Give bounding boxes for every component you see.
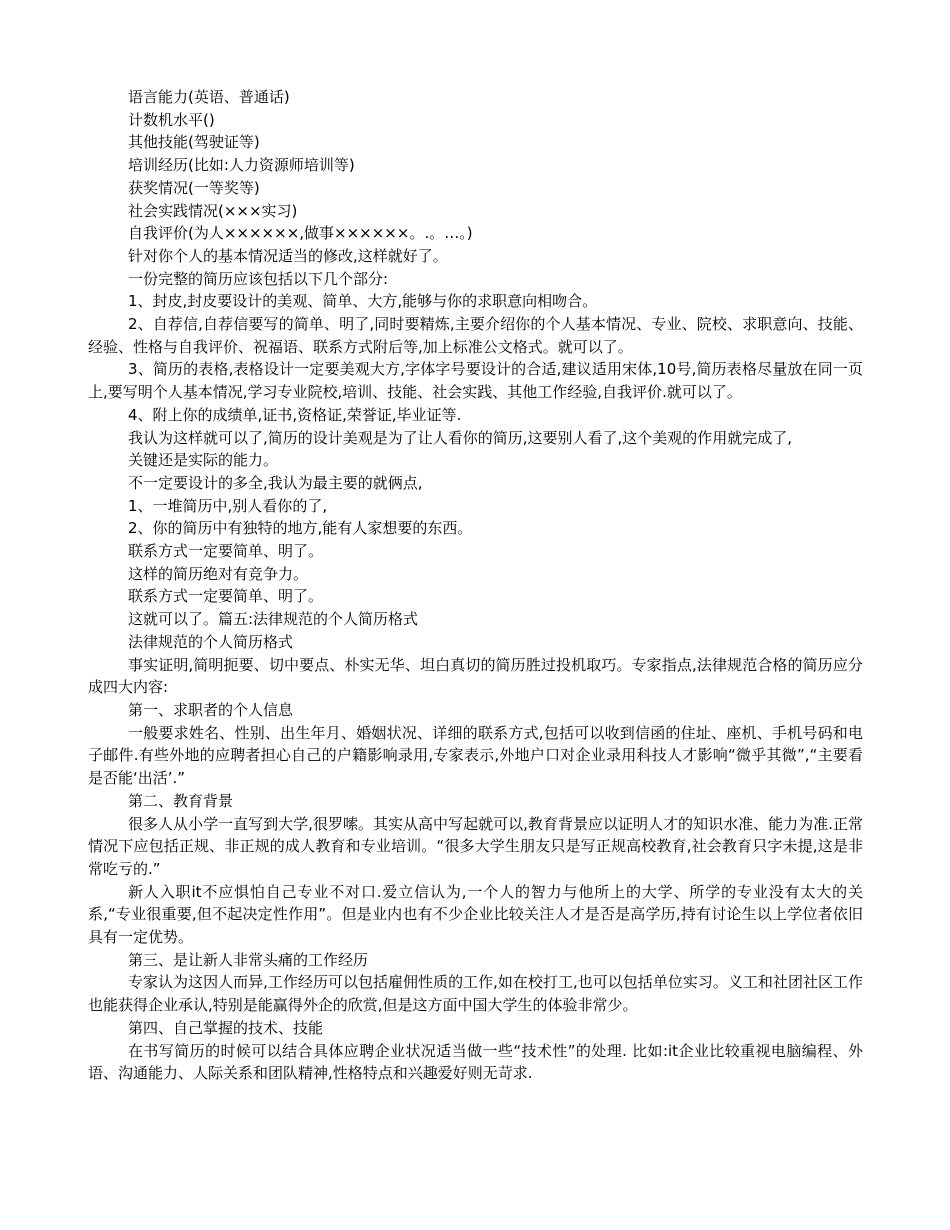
paragraph: 社会实践情况(×××实习): [128, 201, 298, 220]
paragraph: 在书写简历的时候可以结合具体应聘企业状况适当做一些“技术性”的处理. 比如:it企业比较重视电脑编程、外语、沟通能力、人际关系和团队精神,性格特点和兴趣爱好则无苛求.: [88, 1041, 863, 1083]
paragraph: 事实证明,简明扼要、切中要点、朴实无华、坦白真切的简历胜过投机取巧。专家指点,法律规范合格的简历应分成四大内容:: [88, 655, 863, 697]
paragraph: 2、自荐信,自荐信要写的简单、明了,同时要精炼,主要介绍你的个人基本情况、专业、院校、求职意向、技能、经验、性格与自我评价、祝福语、联系方式附后等,加上标准公文格式。就可以了。: [88, 315, 863, 356]
paragraph: 针对你个人的基本情况适当的修改,这样就好了。: [128, 246, 448, 265]
paragraph: 1、一堆简历中,别人看你的了,: [128, 496, 328, 515]
section-heading: 第二、教育背景: [128, 791, 234, 810]
paragraph: 其他技能(驾驶证等): [128, 133, 260, 152]
paragraph: 这就可以了。篇五:法律规范的个人简历格式: [128, 610, 419, 629]
section-heading: 第一、求职者的个人信息: [128, 700, 294, 719]
paragraph: 这样的简历绝对有竞争力。: [128, 564, 309, 583]
paragraph: 专家认为这因人而异,工作经历可以包括雇佣性质的工作,如在校打工,也可以包括单位实习。义工和社团社区工作也能获得企业承认,特别是能赢得外企的欣赏,但是这方面中国大学生的体验非常少。: [88, 973, 863, 1015]
paragraph: 我认为这样就可以了,简历的设计美观是为了让人看你的简历,这要别人看了,这个美观的作用就完成了,: [128, 428, 793, 447]
paragraph: 4、附上你的成绩单,证书,资格证,荣誉证,毕业证等.: [128, 405, 462, 424]
paragraph: 关键还是实际的能力。: [128, 451, 279, 470]
paragraph: 1、封皮,封皮要设计的美观、简单、大方,能够与你的求职意向相吻合。: [128, 292, 598, 311]
paragraph: 不一定要设计的多全,我认为最主要的就俩点,: [128, 473, 423, 492]
paragraph: 很多人从小学一直写到大学,很罗嗦。其实从高中写起就可以,教育背景应以证明人才的知识水准、能力为准.正常情况下应包括正规、非正规的成人教育和专业培训。“很多大学生朋友只是写正规高校教育,社会教育只字未提,这是非常吃亏的.”: [88, 814, 863, 878]
paragraph: 计数机水平(): [128, 110, 215, 129]
paragraph: 联系方式一定要简单、明了。: [128, 542, 324, 561]
paragraph: 培训经历(比如:人力资源师培训等): [128, 156, 355, 175]
paragraph: 法律规范的个人简历格式: [128, 632, 294, 651]
paragraph: 获奖情况(一等奖等): [128, 178, 260, 197]
section-heading: 第四、自己掌握的技术、技能: [128, 1018, 324, 1037]
paragraph: 一般要求姓名、性别、出生年月、婚姻状况、详细的联系方式,包括可以收到信函的住址、座机、手机号码和电子邮件.有些外地的应聘者担心自己的户籍影响录用,专家表示,外地户口对企业录用科技人才影响“微乎其微”,“主要看是否能‘出活’.”: [88, 723, 863, 788]
paragraph: 2、你的简历中有独特的地方,能有人家想要的东西。: [128, 519, 473, 538]
document-body: [88, 86, 863, 1085]
paragraph: 3、简历的表格,表格设计一定要美观大方,字体字号要设计的合适,建议适用宋体,10号,简历表格尽量放在同一页上,要写明个人基本情况,学习专业院校,培训、技能、社会实践、其他工作经验,自我评价.就可以了。: [88, 360, 863, 402]
paragraph: 联系方式一定要简单、明了。: [128, 587, 324, 606]
paragraph: 一份完整的简历应该包括以下几个部分:: [128, 269, 389, 288]
paragraph: 语言能力(英语、普通话): [128, 88, 290, 106]
section-heading: 第三、是让新人非常头痛的工作经历: [128, 950, 369, 969]
paragraph: 新人入职it不应惧怕自己专业不对口.爱立信认为,一个人的智力与他所上的大学、所学的专业没有太大的关系,“专业很重要,但不起决定性作用”。但是业内也有不少企业比较关注人才是否是高学历,持有讨论生以上学位者依旧具有一定优势。: [88, 882, 863, 947]
paragraph: 自我评价(为人××××××,做事××××××。.。…。): [128, 224, 473, 243]
